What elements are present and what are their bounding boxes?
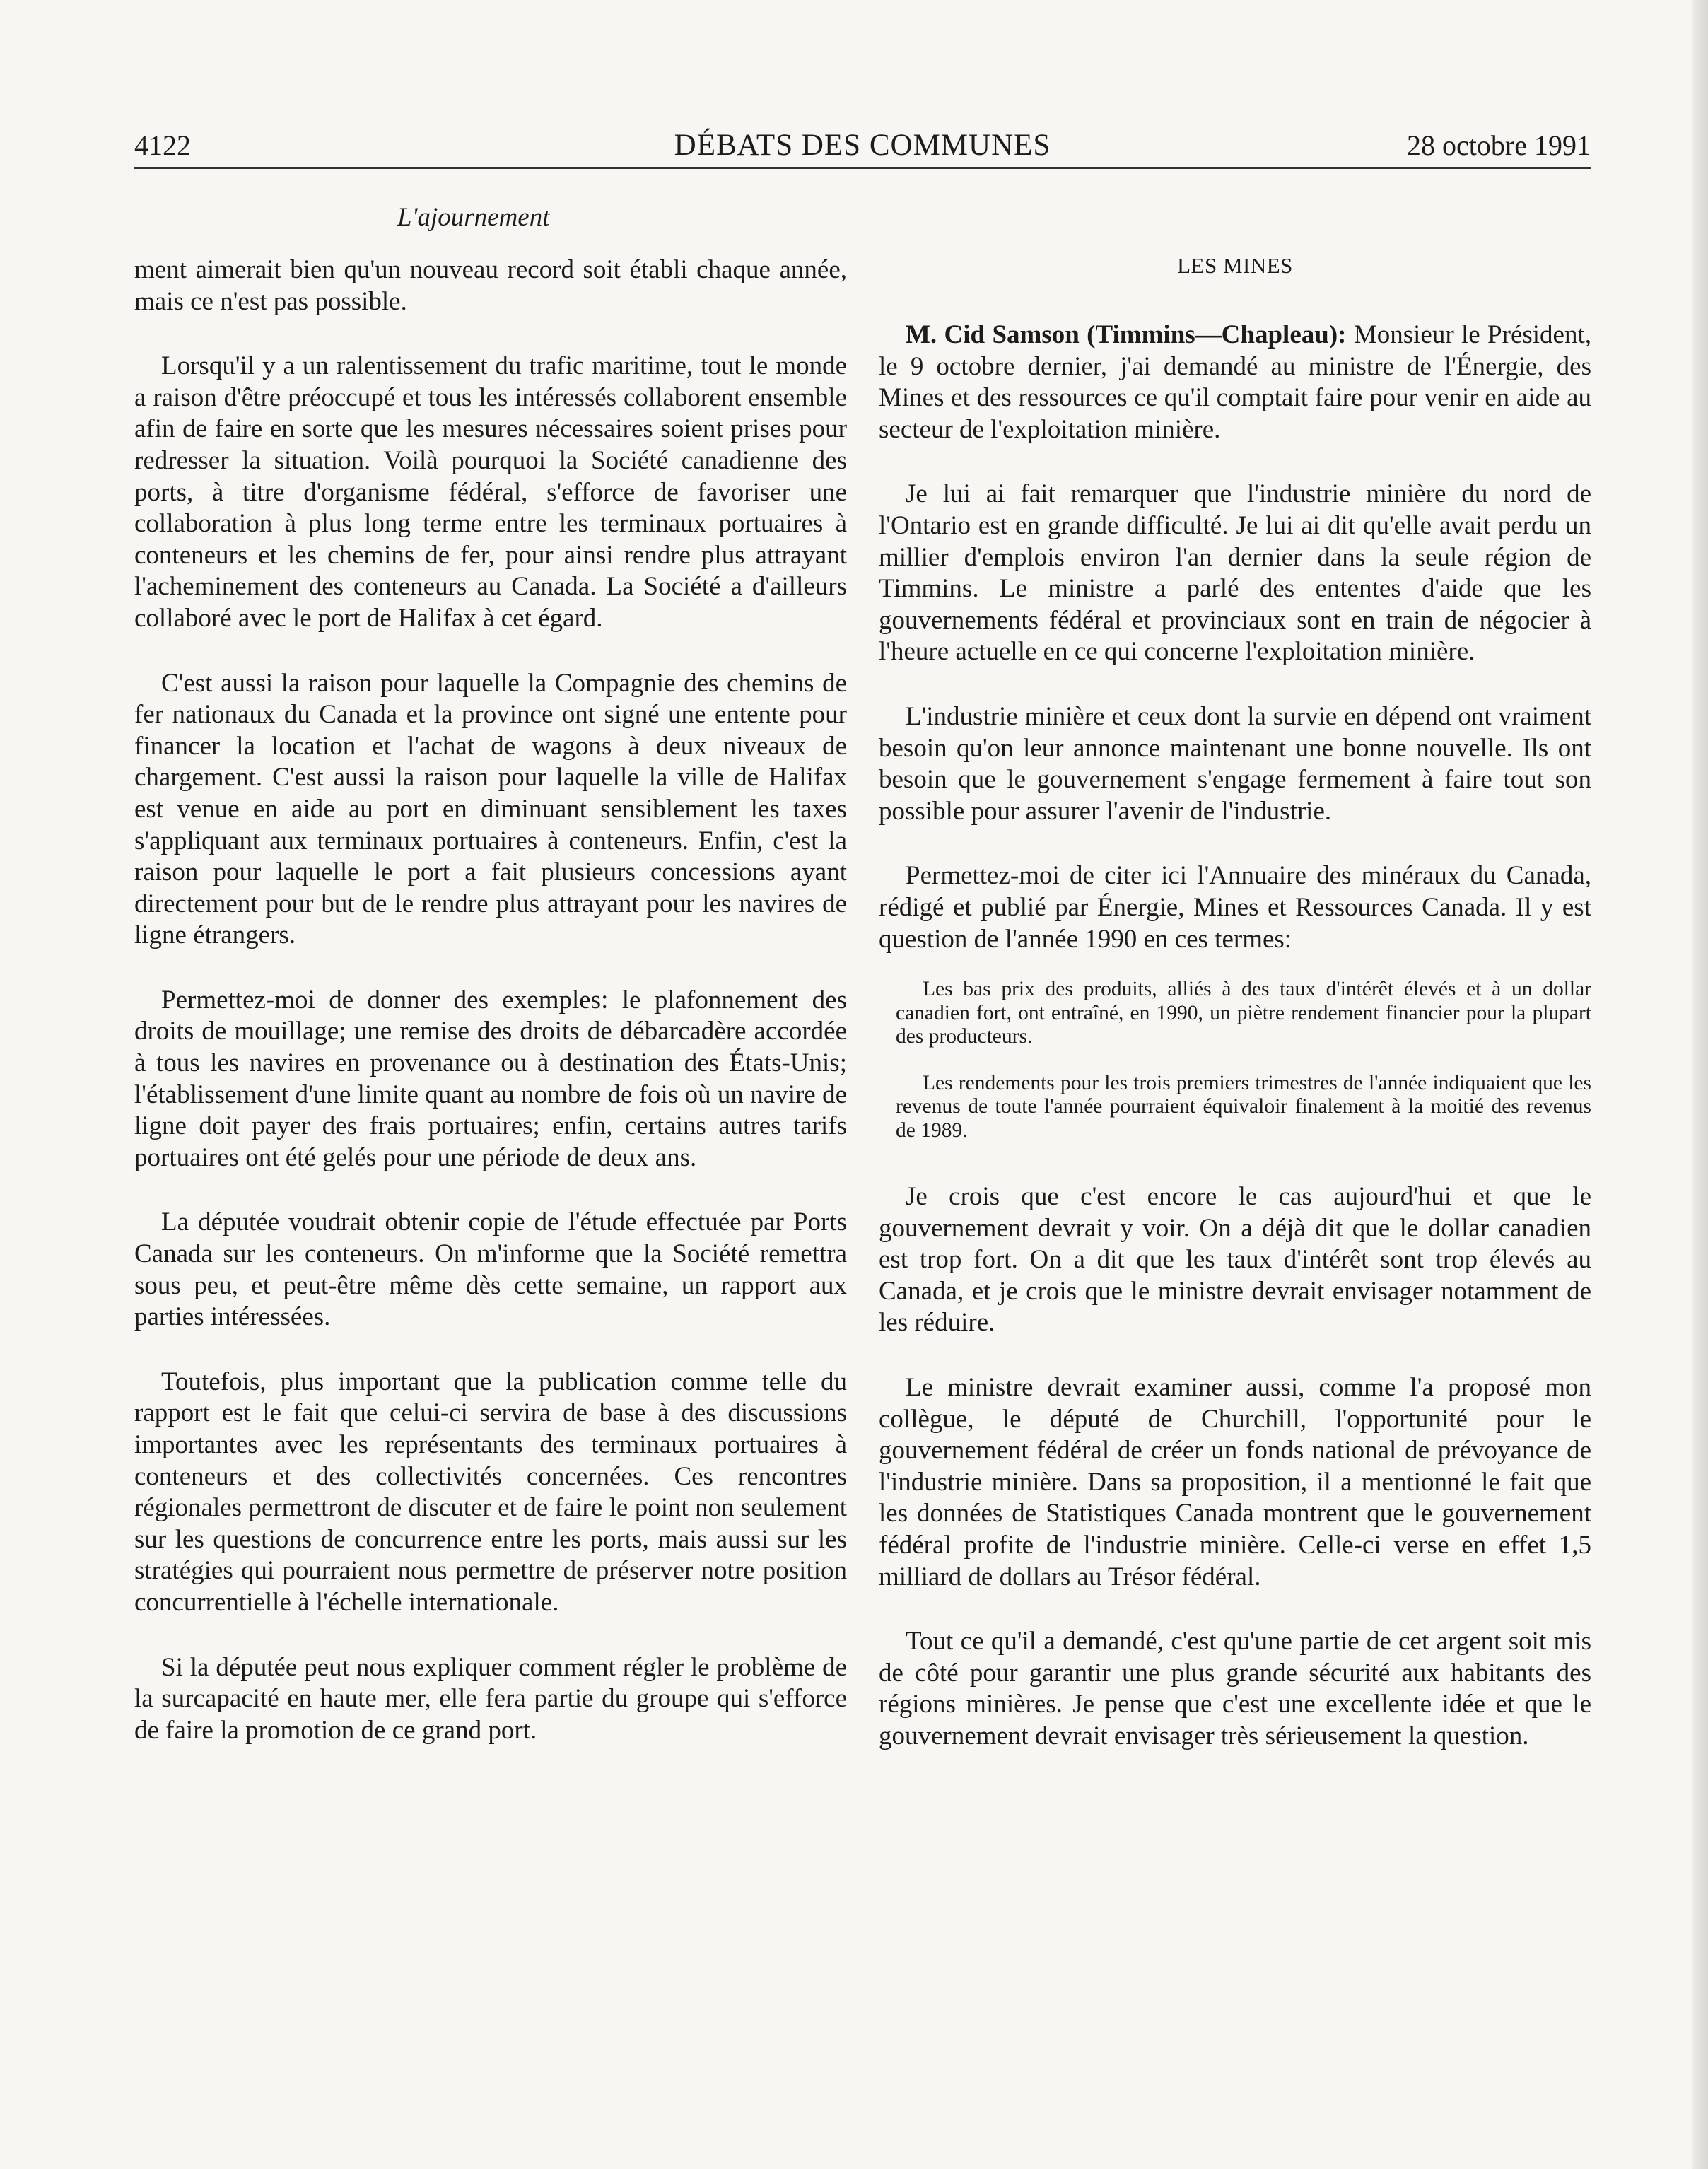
paragraph: Si la députée peut nous expliquer comment régler le problème de la surcapacité en haute mer, elle fera partie du groupe qui s'efforce de faire la promotion de ce grand port. [134,1652,847,1745]
paragraph: Permettez-moi de donner des exemples: le plafonnement des droits de mouillage; une remise des droits de débarcadère accordée à tous les navires en provenance ou à destination des États-Unis; l'établissement d'une limite quant au nombre de fois où un navire de ligne doit payer des frais portuaires; enfin, certains autres tarifs portuaires ont été gelés pour une période de deux ans. [134,985,847,1172]
paragraph: Le ministre devrait examiner aussi, comme l'a proposé mon collègue, le député de Churchill, l'opportunité pour le gouvernement fédéral de créer un fonds national de prévoyance de l'industrie minière. Dans sa proposition, il a mentionné le fait que les données de Statistiques Canada montrent que le gouvernement fédéral profite de l'industrie minière. Celle-ci verse en effet 1,5 milliard de dollars au Trésor fédéral. [879,1373,1591,1591]
paragraph: ment aimerait bien qu'un nouveau record soit établi chaque année, mais ce n'est pas possible. [134,255,847,316]
page-header [134,124,1591,167]
page-edge-shadow [1692,0,1708,2169]
subheading: LES MINES [1177,253,1293,278]
paragraph: Tout ce qu'il a demandé, c'est qu'une partie de cet argent soit mis de côté pour garantir une plus grande sécurité aux habitants des régions minières. Je pense que c'est une excellente idée et que le gouvernement devrait envisager très sérieusement la question. [879,1627,1591,1750]
speaker-text: Monsieur le Président, le 9 octobre dernier, j'ai demandé au ministre de l'Énergie, des Mines et des ressources ce qu'il comptait faire pour venir en aide au secteur de l'exploitation minière. [879,320,1592,444]
issue-date: 28 octobre 1991 [1407,129,1591,161]
paragraph: C'est aussi la raison pour laquelle la Compagnie des chemins de fer nationaux du Canada et la province ont signé une entente pour financer la location et l'achat de wagons à deux niveaux de chargement. C'est aussi la raison pour laquelle la ville de Halifax est venue en aide au port en diminuant sensiblement les taxes s'appliquant aux terminaux portuaires à conteneurs. Enfin, c'est la raison pour laquelle le port a fait plusieurs concessions ayant directement pour but de le rendre plus attrayant pour les navires de ligne étrangers. [134,668,847,950]
header-rule [134,167,1591,169]
speaker-paragraph [879,320,1591,445]
block-quote: Les rendements pour les trois premiers trimestres de l'année indiquaient que les revenus de toute l'année pourraient équivaloir finalement à la moitié des revenus de 1989. [896,1071,1591,1142]
paragraph: Toutefois, plus important que la publication comme telle du rapport est le fait que celui-ci servira de base à des discussions importantes avec les représentants des terminaux portuaires à conteneurs et des collectivités concernées. Ces rencontres régionales permettront de discuter et de faire le point non seulement sur les questions de concurrence entre les ports, mais aussi sur les stratégies qui pourraient nous permettre de préserver notre position concurrentielle à l'échelle internationale. [134,1367,847,1617]
paragraph: Permettez-moi de citer ici l'Annuaire des minéraux du Canada, rédigé et publié par Énergie, Mines et Ressources Canada. Il y est question de l'année 1990 en ces termes: [879,861,1591,954]
page-number: 4122 [134,129,191,161]
left-column [134,255,847,1779]
block-quote: Les bas prix des produits, alliés à des taux d'intérêt élevés et à un dollar canadien fort, ont entraîné, en 1990, un piètre rendement financier pour la plupart des producteurs. [896,978,1591,1048]
paragraph: Je lui ai fait remarquer que l'industrie minière du nord de l'Ontario est en grande difficulté. Je lui ai dit qu'elle avait perdu un millier d'emplois environ l'an dernier dans la seule région de Timmins. Le ministre a parlé des ententes d'aide que les gouvernements fédéral et provinciaux sont en train de négocier à l'heure actuelle en ce qui concerne l'exploitation minière. [879,479,1591,667]
speaker-name: M. Cid Samson (Timmins—Chapleau): [906,320,1347,349]
section-label: L'ajournement [397,203,550,232]
right-column [879,252,1591,1786]
paragraph: La députée voudrait obtenir copie de l'étude effectuée par Ports Canada sur les conteneurs. On m'informe que la Société remettra sous peu, et peut-être même dès cette semaine, un rapport aux parties intéressées. [134,1208,847,1332]
journal-title: DÉBATS DES COMMUNES [674,129,1051,162]
paragraph: L'industrie minière et ceux dont la survie en dépend ont vraiment besoin qu'on leur annonce maintenant une bonne nouvelle. Ils ont besoin que le gouvernement s'engage fermement à faire tout son possible pour assurer l'avenir de l'industrie. [879,701,1591,826]
paragraph: Je crois que c'est encore le cas aujourd'hui et que le gouvernement devrait y voir. On a déjà dit que le dollar canadien est trop fort. On a dit que les taux d'intérêt sont trop élevés au Canada, et je crois que le ministre devrait envisager notamment de les réduire. [879,1182,1591,1338]
paragraph: Lorsqu'il y a un ralentissement du trafic maritime, tout le monde a raison d'être préoccupé et tous les intéressés collaborent ensemble afin de faire en sorte que les mesures nécessaires soient prises pour redresser la situation. Voilà pourquoi la Société canadienne des ports, à titre d'organisme fédéral, s'efforce de favoriser une collaboration à plus long terme entre les terminaux portuaires à conteneurs et les chemins de fer, pour ainsi rendre plus attrayant l'acheminement des conteneurs au Canada. La Société a d'ailleurs collaboré avec le port de Halifax à cet égard. [134,351,847,633]
